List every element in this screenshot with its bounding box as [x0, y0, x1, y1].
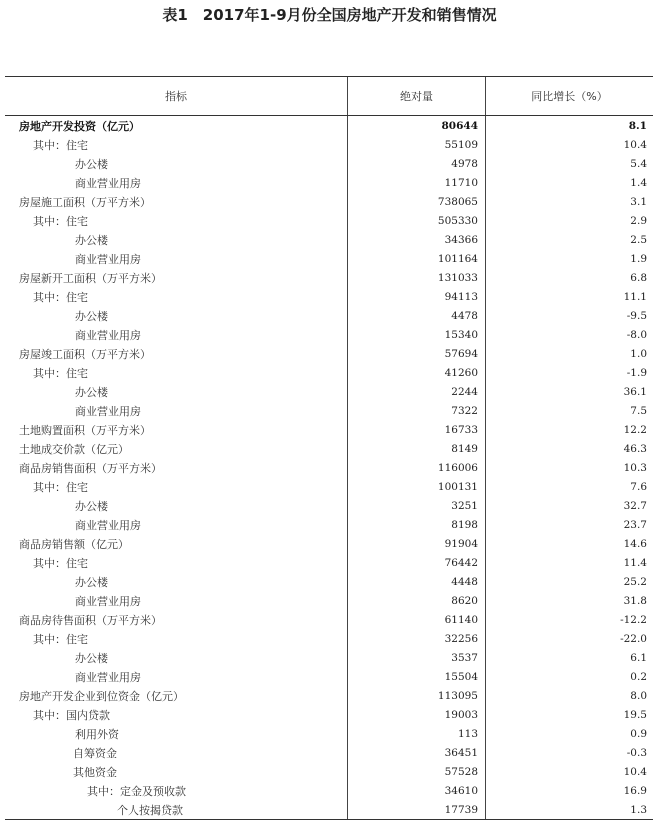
row-growth-value: 0.9 [630, 727, 647, 740]
table-bottom-rule [5, 819, 653, 820]
row-absolute-value: 55109 [444, 138, 478, 151]
row-label: 商业营业用房 [75, 176, 141, 190]
row-growth-value: 12.2 [623, 423, 647, 436]
row-growth-value: 10.3 [623, 461, 647, 474]
table-row [5, 686, 653, 705]
table-row [5, 439, 653, 458]
table-row [5, 173, 653, 192]
row-absolute-value: 738065 [437, 195, 478, 208]
data-table [5, 76, 653, 820]
row-growth-value: 16.9 [623, 784, 647, 797]
column-divider [485, 116, 486, 819]
row-label: 办公楼 [75, 233, 108, 247]
table-header [5, 76, 653, 116]
table-row [5, 192, 653, 211]
row-absolute-value: 36451 [444, 746, 478, 759]
row-growth-value: 32.7 [623, 499, 647, 512]
row-growth-value: 19.5 [623, 708, 647, 721]
row-growth-value: 14.6 [623, 537, 647, 550]
row-absolute-value: 80644 [441, 119, 478, 132]
table-row [5, 306, 653, 325]
row-absolute-value: 7322 [451, 404, 478, 417]
row-absolute-value: 100131 [437, 480, 478, 493]
row-growth-value: 7.6 [630, 480, 647, 493]
row-absolute-value: 94113 [444, 290, 478, 303]
row-absolute-value: 8149 [451, 442, 478, 455]
row-growth-value: -8.0 [626, 328, 647, 341]
row-absolute-value: 2244 [451, 385, 478, 398]
row-growth-value: 8.0 [630, 689, 647, 702]
row-absolute-value: 15504 [444, 670, 478, 683]
row-growth-value: 3.1 [630, 195, 647, 208]
row-label: 办公楼 [75, 309, 108, 323]
table-row [5, 135, 653, 154]
table-row [5, 401, 653, 420]
row-absolute-value: 113095 [437, 689, 478, 702]
row-growth-value: -1.9 [626, 366, 647, 379]
row-label: 办公楼 [75, 575, 108, 589]
row-growth-value: 1.3 [630, 803, 647, 816]
table-row [5, 230, 653, 249]
row-growth-value: 6.8 [630, 271, 647, 284]
row-growth-value: 8.1 [628, 119, 647, 132]
row-label: 其中：住宅 [33, 138, 88, 152]
row-label: 其中：住宅 [33, 290, 88, 304]
table-row [5, 420, 653, 439]
header-absolute: 绝对量 [348, 77, 486, 115]
row-absolute-value: 34610 [444, 784, 478, 797]
row-growth-value: -12.2 [620, 613, 647, 626]
row-label: 其中：住宅 [33, 480, 88, 494]
row-label: 其中：国内贷款 [33, 708, 110, 722]
table-row [5, 344, 653, 363]
table-row [5, 743, 653, 762]
row-absolute-value: 4448 [451, 575, 478, 588]
row-growth-value: 23.7 [623, 518, 647, 531]
row-label: 商品房待售面积（万平方米） [19, 613, 162, 627]
row-label: 商业营业用房 [75, 670, 141, 684]
table-row [5, 553, 653, 572]
row-growth-value: 1.9 [630, 252, 647, 265]
row-absolute-value: 57694 [444, 347, 478, 360]
row-growth-value: 6.1 [630, 651, 647, 664]
table-row [5, 287, 653, 306]
row-absolute-value: 32256 [444, 632, 478, 645]
row-label: 房屋施工面积（万平方米） [19, 195, 151, 209]
row-label: 商业营业用房 [75, 594, 141, 608]
row-label: 商业营业用房 [75, 518, 141, 532]
table-row [5, 629, 653, 648]
row-label: 利用外资 [75, 727, 119, 741]
table-row [5, 325, 653, 344]
table-row [5, 762, 653, 781]
row-absolute-value: 91904 [444, 537, 478, 550]
row-growth-value: 31.8 [623, 594, 647, 607]
table-row [5, 705, 653, 724]
row-growth-value: 10.4 [623, 138, 647, 151]
row-label: 房屋新开工面积（万平方米） [19, 271, 162, 285]
table-row [5, 724, 653, 743]
row-label: 办公楼 [75, 385, 108, 399]
row-absolute-value: 131033 [437, 271, 478, 284]
row-absolute-value: 8620 [451, 594, 478, 607]
row-growth-value: -0.3 [626, 746, 647, 759]
table-row [5, 781, 653, 800]
row-absolute-value: 505330 [437, 214, 478, 227]
row-growth-value: 7.5 [630, 404, 647, 417]
row-absolute-value: 116006 [437, 461, 478, 474]
table-row [5, 116, 653, 135]
row-absolute-value: 16733 [444, 423, 478, 436]
row-growth-value: 0.2 [630, 670, 647, 683]
row-label: 商品房销售面积（万平方米） [19, 461, 162, 475]
table-row [5, 800, 653, 819]
row-absolute-value: 3537 [451, 651, 478, 664]
table-row [5, 154, 653, 173]
row-label: 自筹资金 [73, 746, 117, 760]
row-label: 其中：住宅 [33, 556, 88, 570]
row-absolute-value: 4478 [451, 309, 478, 322]
row-growth-value: 5.4 [630, 157, 647, 170]
table-row [5, 572, 653, 591]
row-label: 房地产开发企业到位资金（亿元） [19, 689, 184, 703]
table-row [5, 363, 653, 382]
table-row [5, 591, 653, 610]
row-label: 办公楼 [75, 499, 108, 513]
row-label: 其他资金 [73, 765, 117, 779]
table-row [5, 515, 653, 534]
table-row [5, 610, 653, 629]
row-label: 商业营业用房 [75, 252, 141, 266]
row-growth-value: 36.1 [623, 385, 647, 398]
row-absolute-value: 113 [457, 727, 478, 740]
table-body [5, 116, 653, 819]
table-row [5, 534, 653, 553]
row-absolute-value: 76442 [444, 556, 478, 569]
header-growth: 同比增长（%） [531, 90, 608, 103]
row-label: 商品房销售额（亿元） [19, 537, 129, 551]
table-row [5, 268, 653, 287]
row-growth-value: 1.0 [630, 347, 647, 360]
row-absolute-value: 41260 [444, 366, 478, 379]
table-row [5, 249, 653, 268]
row-label: 房屋竣工面积（万平方米） [19, 347, 151, 361]
table-row [5, 458, 653, 477]
row-growth-value: 10.4 [623, 765, 647, 778]
row-absolute-value: 8198 [451, 518, 478, 531]
table-row [5, 477, 653, 496]
row-label: 其中：住宅 [33, 366, 88, 380]
row-label: 土地购置面积（万平方米） [19, 423, 151, 437]
table-title: 表1 2017年1-9月份全国房地产开发和销售情况 [162, 6, 497, 24]
row-label: 其中：住宅 [33, 214, 88, 228]
row-absolute-value: 57528 [444, 765, 478, 778]
table-row [5, 648, 653, 667]
row-absolute-value: 3251 [451, 499, 478, 512]
row-growth-value: 11.4 [623, 556, 647, 569]
row-label: 办公楼 [75, 651, 108, 665]
table-row [5, 382, 653, 401]
row-absolute-value: 11710 [444, 176, 478, 189]
row-absolute-value: 17739 [444, 803, 478, 816]
row-absolute-value: 19003 [444, 708, 478, 721]
row-absolute-value: 61140 [444, 613, 478, 626]
row-absolute-value: 101164 [437, 252, 478, 265]
row-label: 土地成交价款（亿元） [19, 442, 129, 456]
row-growth-value: 1.4 [630, 176, 647, 189]
row-growth-value: 46.3 [623, 442, 647, 455]
row-growth-value: 2.9 [630, 214, 647, 227]
row-label: 个人按揭贷款 [117, 803, 183, 817]
table-row [5, 211, 653, 230]
row-growth-value: -9.5 [626, 309, 647, 322]
column-divider [347, 116, 348, 819]
row-growth-value: 25.2 [623, 575, 647, 588]
header-indicator: 指标 [5, 77, 348, 115]
row-label: 商业营业用房 [75, 328, 141, 342]
row-label: 办公楼 [75, 157, 108, 171]
row-absolute-value: 4978 [451, 157, 478, 170]
row-label: 商业营业用房 [75, 404, 141, 418]
row-label: 其中：定金及预收款 [87, 784, 186, 798]
row-growth-value: 2.5 [630, 233, 647, 246]
row-label: 房地产开发投资（亿元） [19, 119, 140, 133]
table-row [5, 667, 653, 686]
row-absolute-value: 34366 [444, 233, 478, 246]
row-growth-value: -22.0 [620, 632, 647, 645]
row-absolute-value: 15340 [444, 328, 478, 341]
table-row [5, 496, 653, 515]
row-growth-value: 11.1 [623, 290, 647, 303]
row-label: 其中：住宅 [33, 632, 88, 646]
